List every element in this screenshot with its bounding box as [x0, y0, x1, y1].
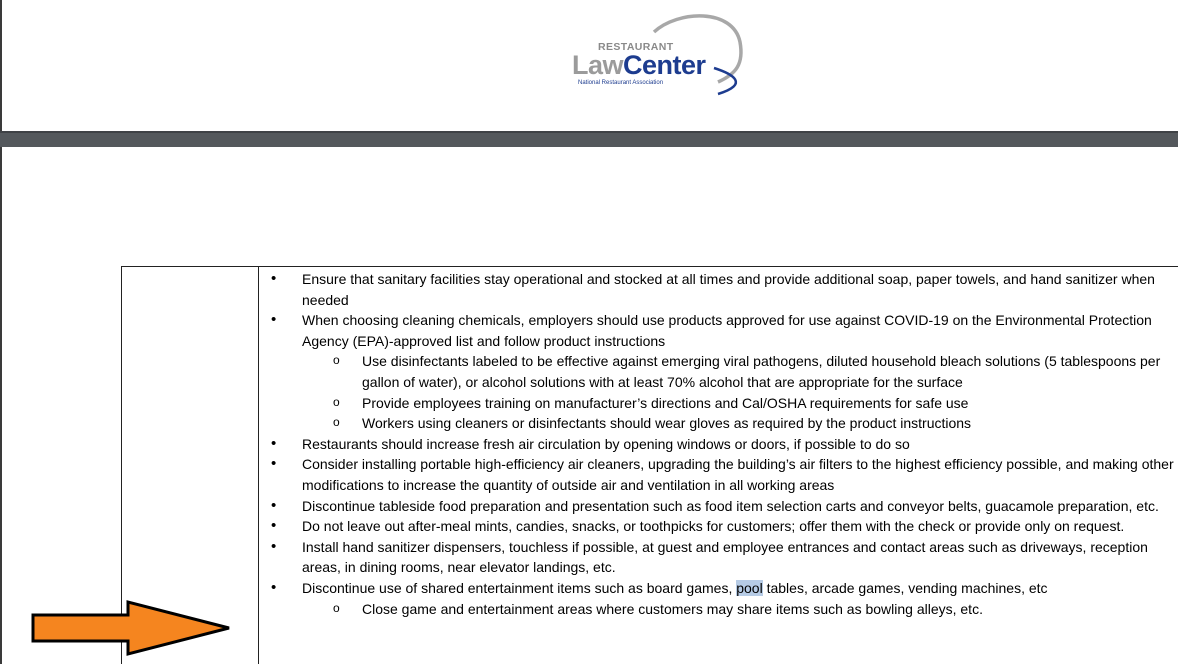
guidance-list: [260, 269, 1178, 619]
logo-word-law: Law: [572, 50, 624, 80]
page-separator: [0, 131, 1178, 147]
document-page-top: [0, 0, 1178, 131]
highlighted-word: pool: [736, 579, 763, 596]
list-item: • Do not leave out after-meal mints, candies, snacks, or toothpicks for customers; offer them with the check or provide only on request.: [260, 516, 1178, 537]
orange-arrow-icon: [30, 599, 235, 657]
list-item-text: Discontinue use of shared entertainment items such as board games,: [302, 579, 737, 596]
list-item: • Restaurants should increase fresh air circulation by opening windows or doors, if possible to do so: [260, 434, 1178, 455]
list-item: • Consider installing portable high-efficiency air cleaners, upgrading the building’s air filters to the highest efficiency possible, and making other modifications to increase the quantity of outside air and ventilation in all working areas: [260, 454, 1178, 495]
sub-list-item: o Use disinfectants labeled to be effective against emerging viral pathogens, diluted household bleach solutions (5 tablespoons per gallon of water), or alcohol solutions with at least 70% alcohol that are appropriate for the surface: [260, 351, 1178, 392]
table-column-divider: [258, 267, 259, 664]
sub-list-item: o Provide employees training on manufacturer’s directions and Cal/OSHA requirements for safe use: [260, 393, 1178, 414]
list-item: • Discontinue tableside food preparation and presentation such as food item selection carts and conveyor belts, guacamole preparation, etc.: [260, 496, 1178, 517]
restaurant-law-center-logo: [568, 12, 758, 96]
sub-list-item: o Close game and entertainment areas where customers may share items such as bowling alleys, etc.: [260, 599, 1178, 620]
logo-top-word: RESTAURANT: [598, 41, 674, 53]
logo-word-center: Center: [623, 50, 706, 80]
logo-subtitle: National Restaurant Association: [578, 80, 664, 86]
list-item: • Install hand sanitizer dispensers, touchless if possible, at guest and employee entrances and contact areas such as driveways, reception areas, in dining rooms, near elevator landings, etc.: [260, 537, 1178, 578]
list-item-text: tables, arcade games, vending machines, etc: [762, 579, 1048, 596]
sub-list-item: o Workers using cleaners or disinfectants should wear gloves as required by the product instructions: [260, 413, 1178, 434]
logo-main-text: [572, 50, 706, 80]
list-item: [260, 578, 1178, 599]
list-item: • Ensure that sanitary facilities stay operational and stocked at all times and provide additional soap, paper towels, and hand sanitizer when needed: [260, 269, 1178, 310]
list-item: • When choosing cleaning chemicals, employers should use products approved for use against COVID-19 on the Environmental Protection Agency (EPA)-approved list and follow product instructions: [260, 310, 1178, 351]
